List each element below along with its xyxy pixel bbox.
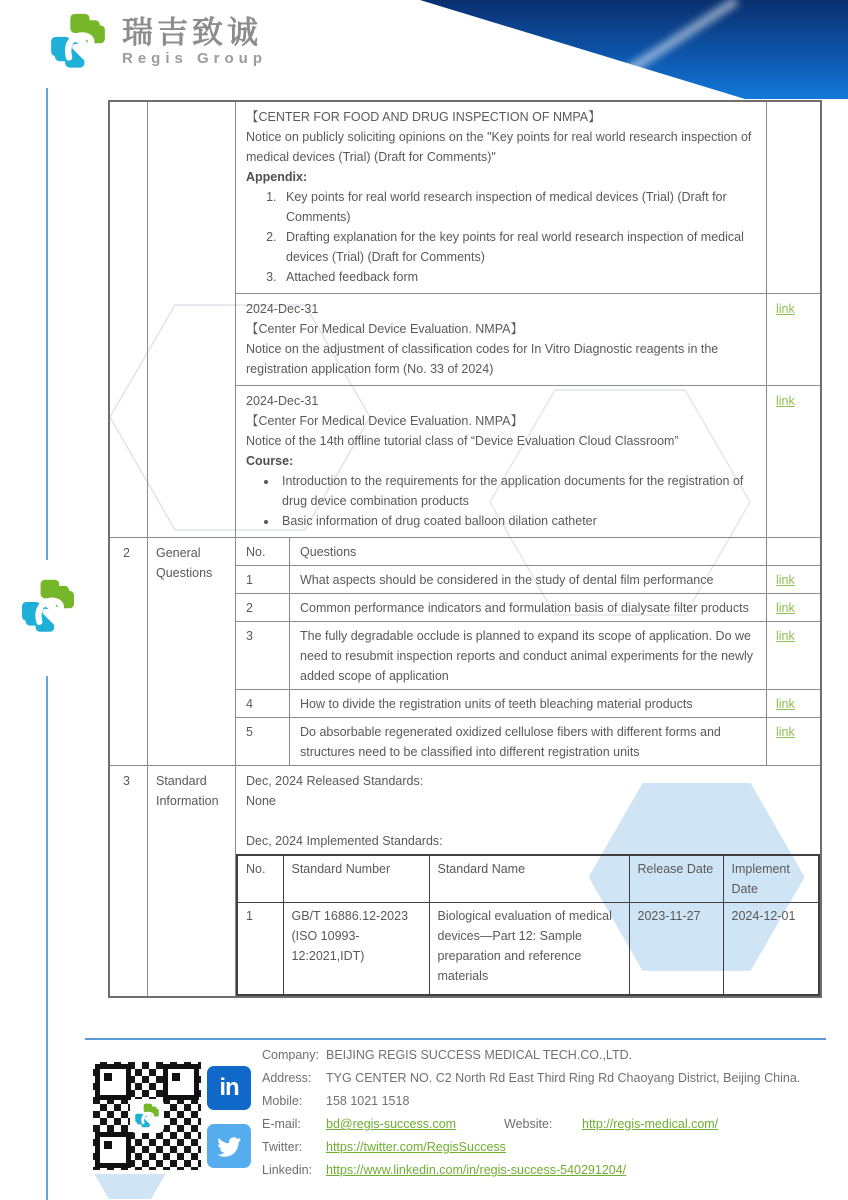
course-list — [246, 471, 756, 531]
notice-row — [236, 293, 820, 385]
footer-divider-line — [85, 1038, 826, 1040]
qr-finder-icon — [163, 1064, 199, 1100]
question-link[interactable]: link — [776, 601, 795, 615]
brand-name-chinese: 瑞吉致诚 — [122, 15, 262, 50]
appendix-list — [246, 187, 756, 287]
twitter-icon[interactable] — [207, 1124, 251, 1168]
link-cell-empty — [766, 102, 820, 293]
question-row — [236, 621, 820, 689]
col-header-questions: Questions — [300, 545, 357, 559]
notice-link[interactable]: link — [776, 394, 795, 408]
appendix-item: 2. Drafting explanation for the key points for real world research inspection of medical devices (Trial) (Draft for Comments) — [280, 227, 756, 267]
section-category-cell: General Questions — [148, 537, 236, 765]
appendix-item: 3. Attached feedback form — [280, 267, 756, 287]
section-number-cell — [110, 102, 148, 537]
left-accent-line-top — [46, 88, 48, 560]
col-header-implement-date: Implement Date — [723, 855, 819, 903]
question-text: Do absorbable regenerated oxidized cellulose fibers with different forms and structures need to be classified into different registration units — [300, 725, 721, 759]
question-no: 2 — [236, 594, 290, 621]
col-header-no: No. — [236, 538, 290, 565]
question-no: 1 — [236, 566, 290, 593]
question-link[interactable]: link — [776, 573, 795, 587]
linkedin-icon[interactable] — [207, 1066, 251, 1110]
appendix-item: 1. Key points for real world research inspection of medical devices (Trial) (Draft for Comments) — [280, 187, 756, 227]
notice-row — [236, 385, 820, 537]
questions-header-row — [236, 538, 820, 565]
implemented-standards-label: Dec, 2024 Implemented Standards: — [246, 834, 443, 848]
standards-table — [236, 854, 820, 996]
sidebar-logo-icon — [17, 576, 79, 643]
question-no: 3 — [236, 622, 290, 689]
notice-date: 2024-Dec-31 — [246, 394, 319, 408]
regis-logo-icon — [46, 10, 110, 74]
linkedin-link[interactable]: https://www.linkedin.com/in/regis-success-540291204/ — [326, 1163, 627, 1177]
left-accent-line-bottom — [46, 676, 48, 1200]
company-value: BEIJING REGIS SUCCESS MEDICAL TECH.CO.,LTD. — [326, 1048, 633, 1062]
notice-row — [236, 102, 820, 293]
section-number-cell: 3 — [110, 765, 148, 996]
question-text: What aspects should be considered in the study of dental film performance — [300, 573, 714, 587]
section-number-cell: 2 — [110, 537, 148, 765]
standard-release-date: 2023-11-27 — [629, 903, 723, 995]
notice-date: 2024-Dec-31 — [246, 302, 319, 316]
question-link[interactable]: link — [776, 697, 795, 711]
linkedin-label: Linkedin: — [262, 1163, 313, 1177]
email-link[interactable]: bd@regis-success.com — [326, 1117, 457, 1131]
standard-number: GB/T 16886.12-2023 (ISO 10993-12:2021,IDT) — [283, 903, 429, 995]
mobile-value: 158 1021 1518 — [326, 1094, 410, 1108]
col-header-no: No. — [237, 855, 283, 903]
question-row — [236, 689, 820, 717]
col-header-release-date: Release Date — [629, 855, 723, 903]
link-cell-empty — [766, 538, 820, 565]
qr-finder-icon — [95, 1064, 131, 1100]
qr-center-logo-icon — [130, 1099, 164, 1133]
question-text: The fully degradable occlude is planned to expand its scope of application. Do we need to resubmit inspection reports and conduct animal experiments for the newly added scope of application — [300, 629, 754, 683]
notice-source: 【Center For Medical Device Evaluation. NMPA】 — [246, 414, 523, 428]
brand-header — [46, 10, 267, 74]
standard-implement-date: 2024-12-01 — [723, 903, 819, 995]
notice-link[interactable]: link — [776, 302, 795, 316]
course-item: • Introduction to the requirements for the application documents for the registration of drug device combination products — [278, 471, 756, 511]
newsletter-table — [108, 100, 822, 998]
section-category-cell — [148, 102, 236, 537]
col-header-standard-number: Standard Number — [283, 855, 429, 903]
standard-name: Biological evaluation of medical devices—Part 12: Sample preparation and reference materials — [429, 903, 629, 995]
footer-contact-block — [262, 1044, 828, 1182]
notice-text: Notice on publicly soliciting opinions on the "Key points for real world research inspection of medical devices (Trial) (Draft for Comments)" — [246, 130, 752, 164]
address-label: Address: — [262, 1071, 312, 1085]
col-header-standard-name: Standard Name — [429, 855, 629, 903]
question-link[interactable]: link — [776, 629, 795, 643]
question-row — [236, 717, 820, 765]
address-value: TYG CENTER NO. C2 North Rd East Third Ring Rd Chaoyang District, Beijing China. — [326, 1071, 801, 1085]
standard-no: 1 — [237, 903, 283, 995]
question-text: Common performance indicators and formulation basis of dialysate filter products — [300, 601, 749, 615]
course-label: Course: — [246, 454, 294, 468]
mobile-label: Mobile: — [262, 1094, 303, 1108]
qr-code — [93, 1062, 201, 1170]
question-no: 5 — [236, 718, 290, 765]
question-no: 4 — [236, 690, 290, 717]
notice-text: Notice on the adjustment of classification codes for In Vitro Diagnostic reagents in the registration application form (No. 33 of 2024) — [246, 342, 719, 376]
notice-text: Notice of the 14th offline tutorial class of “Device Evaluation Cloud Classroom” — [246, 434, 679, 448]
course-item: • Basic information of drug coated balloon dilation catheter — [278, 511, 756, 531]
question-link[interactable]: link — [776, 725, 795, 739]
company-label: Company: — [262, 1048, 319, 1062]
qr-finder-icon — [95, 1132, 131, 1168]
linkedin-icon-text: in — [219, 1074, 239, 1101]
notice-source: 【CENTER FOR FOOD AND DRUG INSPECTION OF NMPA】 — [246, 110, 601, 124]
twitter-link[interactable]: https://twitter.com/RegisSuccess — [326, 1140, 506, 1154]
twitter-label: Twitter: — [262, 1140, 303, 1154]
notice-source: 【Center For Medical Device Evaluation. NMPA】 — [246, 322, 523, 336]
released-standards-label: Dec, 2024 Released Standards: — [246, 774, 424, 788]
website-label: Website: — [504, 1117, 553, 1131]
brand-name-english: Regis Group — [122, 50, 268, 67]
question-row — [236, 593, 820, 621]
question-text: How to divide the registration units of teeth bleaching material products — [300, 697, 693, 711]
standards-header-row — [237, 855, 819, 903]
standards-row — [237, 903, 819, 995]
section-category-cell: Standard Information — [148, 765, 236, 996]
question-row — [236, 565, 820, 593]
appendix-label: Appendix: — [246, 170, 308, 184]
released-standards-value: None — [246, 794, 276, 808]
email-label: E-mail: — [262, 1117, 301, 1131]
website-link[interactable]: http://regis-medical.com/ — [582, 1117, 719, 1131]
